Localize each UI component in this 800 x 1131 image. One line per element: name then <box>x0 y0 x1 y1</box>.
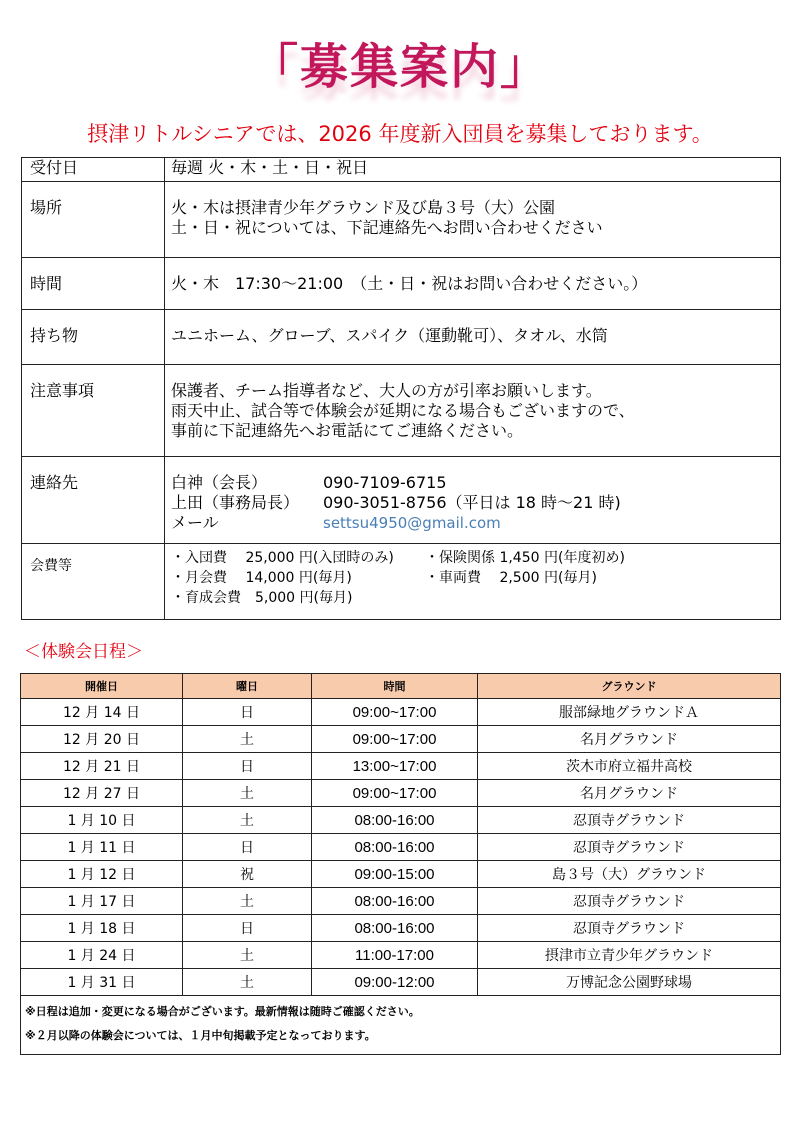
schedule-row <box>21 888 781 915</box>
fees-label: 会費等 <box>22 544 165 620</box>
schedule-ground: 名月グラウンド <box>478 780 781 807</box>
notes-line: 事前に下記連絡先へお電話にてご連絡ください。 <box>171 421 524 440</box>
contact-entry <box>171 473 774 493</box>
fee-line <box>171 568 774 588</box>
schedule-day: 土 <box>183 888 312 915</box>
reception-value: 毎週 火・木・土・日・祝日 <box>165 158 781 182</box>
schedule-time: 09:00-12:00 <box>312 969 478 996</box>
fee-item: ・保険関係 1,450 円(年度初め) <box>425 550 625 566</box>
schedule-day: 日 <box>183 753 312 780</box>
header-time: 時間 <box>312 674 478 699</box>
schedule-ground: 茨木市府立福井高校 <box>478 753 781 780</box>
schedule-row <box>21 726 781 753</box>
time-value: 火・木 17:30～21:00 （土・日・祝はお問い合わせください。） <box>165 258 781 310</box>
contact-phone[interactable]: 090-7109-6715 <box>323 473 447 492</box>
notes-value <box>165 365 781 457</box>
schedule-day: 日 <box>183 834 312 861</box>
contact-entry <box>171 493 774 513</box>
fees-row <box>22 544 781 620</box>
place-row <box>22 182 781 258</box>
schedule-time: 08:00-16:00 <box>312 888 478 915</box>
schedule-note: ※２月以降の体験会については、１月中旬掲載予定となっております。 <box>25 1029 376 1042</box>
place-value <box>165 182 781 258</box>
schedule-time: 09:00~17:00 <box>312 780 478 807</box>
schedule-day: 日 <box>183 699 312 726</box>
schedule-ground: 忍頂寺グラウンド <box>478 807 781 834</box>
schedule-date: 12 月 27 日 <box>21 780 183 807</box>
recruitment-headline: 摂津リトルシニアでは、2026 年度新入団員を募集しております。 <box>87 122 713 146</box>
header-ground: グラウンド <box>478 674 781 699</box>
contact-value <box>165 457 781 544</box>
schedule-row <box>21 942 781 969</box>
contact-phone[interactable]: 090-3051-8756（平日は 18 時～21 時) <box>323 493 621 512</box>
items-value: ユニホーム、グローブ、スパイク（運動靴可）、タオル、水筒 <box>165 310 781 365</box>
place-line: 火・木は摂津青少年グラウンド及び島３号（大）公園 <box>171 198 556 217</box>
schedule-date: 12 月 21 日 <box>21 753 183 780</box>
time-row <box>22 258 781 310</box>
schedule-row <box>21 699 781 726</box>
fee-item: ・育成会費 5,000 円(毎月) <box>171 590 353 606</box>
items-row <box>22 310 781 365</box>
contact-name: 上田（事務局長） <box>171 493 300 512</box>
schedule-day: 日 <box>183 915 312 942</box>
schedule-time: 09:00~17:00 <box>312 699 478 726</box>
schedule-ground: 摂津市立青少年グラウンド <box>478 942 781 969</box>
reception-row <box>22 158 781 182</box>
items-label: 持ち物 <box>22 310 165 365</box>
schedule-time: 09:00~17:00 <box>312 726 478 753</box>
contact-row <box>22 457 781 544</box>
fee-item: ・入団費 25,000 円(入団時のみ) <box>171 550 394 566</box>
fee-line <box>171 548 774 568</box>
notes-row <box>22 365 781 457</box>
contact-name: 白神（会長） <box>171 473 268 492</box>
schedule-date: 1 月 17 日 <box>21 888 183 915</box>
reception-label: 受付日 <box>22 158 165 182</box>
schedule-date: 1 月 18 日 <box>21 915 183 942</box>
schedule-ground: 服部緑地グラウンドＡ <box>478 699 781 726</box>
header-date: 開催日 <box>21 674 183 699</box>
schedule-time: 08:00-16:00 <box>312 807 478 834</box>
schedule-date: 1 月 11 日 <box>21 834 183 861</box>
contact-name: メール <box>171 513 219 532</box>
schedule-time: 13:00~17:00 <box>312 753 478 780</box>
schedule-day: 土 <box>183 969 312 996</box>
schedule-row <box>21 861 781 888</box>
schedule-row <box>21 753 781 780</box>
place-line: 土・日・祝については、下記連絡先へお問い合わせください <box>171 218 603 237</box>
schedule-day: 土 <box>183 726 312 753</box>
schedule-date: 12 月 20 日 <box>21 726 183 753</box>
notes-line: 保護者、チーム指導者など、大人の方が引率お願いします。 <box>171 381 602 400</box>
schedule-row <box>21 969 781 996</box>
fee-line <box>171 588 774 608</box>
schedule-time: 08:00-16:00 <box>312 834 478 861</box>
contact-label: 連絡先 <box>22 457 165 544</box>
schedule-day: 土 <box>183 942 312 969</box>
schedule-time: 11:00-17:00 <box>312 942 478 969</box>
fee-item: ・車両費 2,500 円(毎月) <box>425 570 597 586</box>
schedule-ground: 名月グラウンド <box>478 726 781 753</box>
schedule-date: 1 月 12 日 <box>21 861 183 888</box>
page-title: 「募集案内」 <box>249 39 550 95</box>
schedule-time: 09:00-15:00 <box>312 861 478 888</box>
fee-item: ・月会費 14,000 円(毎月) <box>171 570 352 586</box>
schedule-row <box>21 915 781 942</box>
info-table <box>21 157 781 620</box>
schedule-day: 祝 <box>183 861 312 888</box>
schedule-title: ＜体験会日程＞ <box>24 642 143 662</box>
header-day: 曜日 <box>183 674 312 699</box>
time-label: 時間 <box>22 258 165 310</box>
schedule-table <box>20 673 781 1055</box>
schedule-date: 1 月 24 日 <box>21 942 183 969</box>
schedule-date: 1 月 10 日 <box>21 807 183 834</box>
schedule-header-row <box>21 674 781 699</box>
schedule-date: 1 月 31 日 <box>21 969 183 996</box>
contact-entry <box>171 513 774 533</box>
schedule-row <box>21 780 781 807</box>
schedule-day: 土 <box>183 807 312 834</box>
email-link[interactable]: settsu4950@gmail.com <box>323 514 501 532</box>
notes-label: 注意事項 <box>22 365 165 457</box>
schedule-ground: 忍頂寺グラウンド <box>478 888 781 915</box>
schedule-row <box>21 807 781 834</box>
schedule-date: 12 月 14 日 <box>21 699 183 726</box>
fees-value <box>165 544 781 620</box>
schedule-day: 土 <box>183 780 312 807</box>
schedule-note: ※日程は追加・変更になる場合がございます。最新情報は随時ご確認ください。 <box>25 1005 420 1018</box>
schedule-ground: 忍頂寺グラウンド <box>478 915 781 942</box>
notes-line: 雨天中止、試合等で体験会が延期になる場合もございますので、 <box>171 401 635 420</box>
schedule-body <box>21 699 781 996</box>
place-label: 場所 <box>22 182 165 258</box>
schedule-ground: 島３号（大）グラウンド <box>478 861 781 888</box>
schedule-time: 08:00-16:00 <box>312 915 478 942</box>
schedule-ground: 万博記念公園野球場 <box>478 969 781 996</box>
schedule-ground: 忍頂寺グラウンド <box>478 834 781 861</box>
schedule-notes <box>21 996 781 1055</box>
schedule-row <box>21 834 781 861</box>
schedule-notes-row <box>21 996 781 1055</box>
